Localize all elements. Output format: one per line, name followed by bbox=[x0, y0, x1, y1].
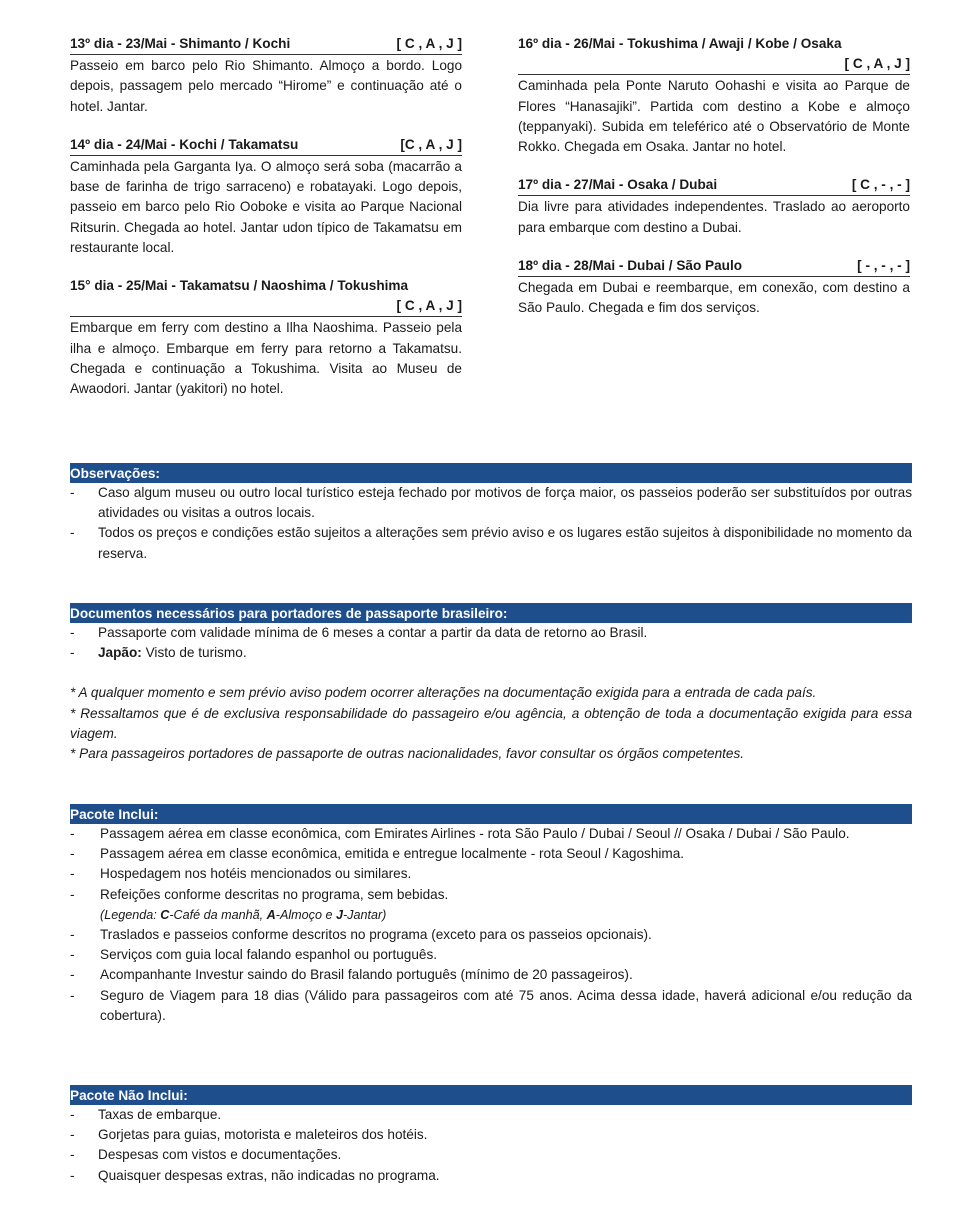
day-title-row bbox=[70, 276, 462, 317]
pacote-inclui-section bbox=[70, 804, 912, 1026]
documentation-notes bbox=[70, 683, 912, 764]
list-item: - Gorjetas para guias, motorista e maleteiros dos hotéis. bbox=[70, 1125, 912, 1145]
visa-text: Visto de turismo. bbox=[141, 645, 247, 661]
meals-code: [ C , - , - ] bbox=[851, 177, 910, 193]
list-item: - Passagem aérea em classe econômica, com Emirates Airlines - rota São Paulo / Dubai / Seoul // Osaka / Dubai / São Paulo. bbox=[70, 824, 912, 844]
list-item: - Caso algum museu ou outro local turístico esteja fechado por motivos de força maior, os passeios poderão ser substituídos por outras atividades ou visitas a outros locais. bbox=[70, 483, 912, 523]
day-title: 13º dia - 23/Mai - Shimanto / Kochi bbox=[70, 36, 291, 51]
day-title-row bbox=[518, 175, 910, 196]
meals-code: [C , A , J ] bbox=[400, 136, 462, 152]
note: * A qualquer momento e sem prévio aviso podem ocorrer alterações na documentação exigida para a entrada de cada país. bbox=[70, 685, 817, 701]
meals-code: [ - , - , - ] bbox=[857, 257, 910, 273]
list-item: - Passaporte com validade mínima de 6 meses a contar a partir da data de retorno ao Brasil. bbox=[70, 623, 912, 643]
meals-code: [ C , A , J ] bbox=[396, 298, 462, 314]
section-header: Documentos necessários para portadores de passaporte brasileiro: bbox=[70, 603, 912, 623]
day-16 bbox=[518, 34, 910, 157]
list-item: - Refeições conforme descritas no programa, sem bebidas. bbox=[70, 885, 912, 905]
day-title-row bbox=[518, 256, 910, 277]
day-13 bbox=[70, 34, 462, 117]
day-17 bbox=[518, 175, 910, 238]
list-item: - Hospedagem nos hotéis mencionados ou similares. bbox=[70, 864, 912, 884]
itinerary-left-column bbox=[70, 34, 462, 417]
pacote-nao-inclui-section bbox=[70, 1085, 912, 1186]
country-label: Japão: bbox=[98, 645, 142, 661]
section-header: Observações: bbox=[70, 463, 912, 483]
day-description: Caminhada pela Ponte Naruto Oohashi e visita ao Parque de Flores “Hanasajiki”. Partida com destino a Kobe e almoço (teppanyaki). Subida em teleférico até o Observatório de Monte Rokko. Chegada em Osaka. Jantar no hotel. bbox=[518, 78, 910, 155]
day-18 bbox=[518, 256, 910, 319]
list-item bbox=[70, 643, 912, 663]
list-item: - Serviços com guia local falando espanhol ou português. bbox=[70, 945, 912, 965]
day-description: Dia livre para atividades independentes. Traslado ao aeroporto para embarque com destino a Dubai. bbox=[518, 199, 910, 235]
list-item: - Seguro de Viagem para 18 dias (Válido para passageiros com até 75 anos. Acima dessa idade, haverá adicional e/ou redução da cobertura). bbox=[70, 986, 912, 1026]
list-item: - Acompanhante Investur saindo do Brasil falando português (mínimo de 20 passageiros). bbox=[70, 965, 912, 985]
itinerary-right-column bbox=[518, 34, 910, 336]
day-title: 14º dia - 24/Mai - Kochi / Takamatsu bbox=[70, 136, 299, 152]
list-item: - Traslados e passeios conforme descritos no programa (exceto para os passeios opcionais). bbox=[70, 925, 912, 945]
list-item: - Quaisquer despesas extras, não indicadas no programa. bbox=[70, 1166, 912, 1186]
day-title-row bbox=[70, 34, 462, 55]
observacoes-section bbox=[70, 463, 912, 564]
day-title: 18º dia - 28/Mai - Dubai / São Paulo bbox=[518, 257, 743, 273]
meal-legend: (Legenda: C-Café da manhã, A-Almoço e J-Jantar) bbox=[100, 907, 387, 922]
day-description: Passeio em barco pelo Rio Shimanto. Almoço a bordo. Logo depois, passagem pelo mercado “Hirome” e continuação até o hotel. Jantar. bbox=[70, 58, 462, 114]
documentos-section bbox=[70, 603, 912, 764]
note: * Para passageiros portadores de passaporte de outras nacionalidades, favor consultar os órgãos competentes. bbox=[70, 746, 745, 762]
day-title-row bbox=[518, 34, 910, 75]
day-title: 16º dia - 26/Mai - Tokushima / Awaji / Kobe / Osaka bbox=[518, 36, 842, 51]
day-title: 17º dia - 27/Mai - Osaka / Dubai bbox=[518, 177, 718, 193]
note: * Ressaltamos que é de exclusiva responsabilidade do passageiro e/ou agência, a obtenção de toda a documentação exigida para essa viagem. bbox=[70, 705, 912, 741]
day-description: Chegada em Dubai e reembarque, em conexão, com destino a São Paulo. Chegada e fim dos serviços. bbox=[518, 280, 910, 316]
list-item: - Despesas com vistos e documentações. bbox=[70, 1145, 912, 1165]
list-item: - Todos os preços e condições estão sujeitos a alterações sem prévio aviso e os lugares estão sujeitos à disponibilidade no momento da reserva. bbox=[70, 523, 912, 563]
section-header: Pacote Não Inclui: bbox=[70, 1085, 912, 1105]
day-description: Embarque em ferry com destino a Ilha Naoshima. Passeio pela ilha e almoço. Embarque em ferry para retorno a Takamatsu. Chegada e continuação a Tokushima. Visita ao Museu de Awaodori. Jantar (yakitori) no hotel. bbox=[70, 320, 462, 397]
section-header: Pacote Inclui: bbox=[70, 804, 912, 824]
list-item: - Passagem aérea em classe econômica, emitida e entregue localmente - rota Seoul / Kagoshima. bbox=[70, 844, 912, 864]
meals-code: [ C , A , J ] bbox=[844, 56, 910, 72]
day-14 bbox=[70, 135, 462, 258]
day-15 bbox=[70, 276, 462, 399]
day-description: Caminhada pela Garganta Iya. O almoço será soba (macarrão a base de farinha de trigo sarraceno) e robatayaki. Logo depois, passeio em barco pelo Rio Ooboke e visita ao Parque Nacional Ritsurin. Chegada ao hotel. Jantar udon típico de Takamatsu em restaurante local. bbox=[70, 159, 462, 255]
day-title: 15° dia - 25/Mai - Takamatsu / Naoshima / Tokushima bbox=[70, 278, 409, 294]
meals-code: [ C , A , J ] bbox=[396, 36, 462, 51]
list-item: - Taxas de embarque. bbox=[70, 1105, 912, 1125]
day-title-row bbox=[70, 135, 462, 156]
